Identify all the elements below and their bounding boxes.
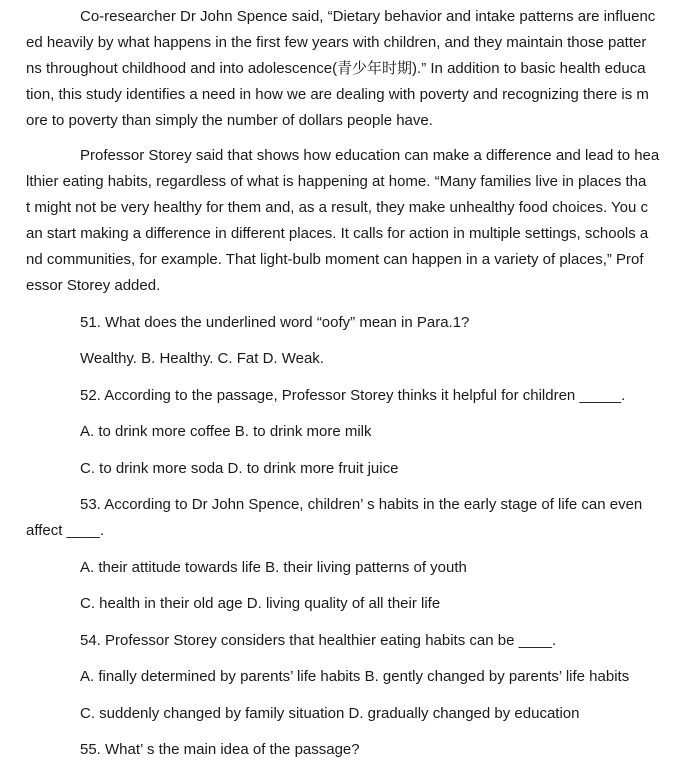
question-52: 52. According to the passage, Professor Storey thinks it helpful for children _____.: [80, 387, 626, 404]
question-51-options: Wealthy. B. Healthy. C. Fat D. Weak.: [80, 350, 324, 367]
para1-line-1: Co-researcher Dr John Spence said, “Dietary behavior and intake patterns are influenc: [80, 8, 656, 25]
question-53-options-cd: C. health in their old age D. living quality of all their life: [80, 595, 441, 612]
para1-line-5: ore to poverty than simply the number of dollars people have.: [26, 112, 433, 129]
para1-line-2: ed heavily by what happens in the first few years with children, and they maintain those patter: [26, 34, 647, 51]
para2-line-3: t might not be very healthy for them and, as a result, they make unhealthy food choices. You c: [26, 199, 649, 216]
question-53-options-ab: A. their attitude towards life B. their living patterns of youth: [80, 559, 467, 576]
para2-line-1: Professor Storey said that shows how education can make a difference and lead to hea: [80, 147, 660, 164]
question-52-options-ab: A. to drink more coffee B. to drink more milk: [80, 423, 372, 440]
para2-line-6: essor Storey added.: [26, 277, 161, 294]
question-54-options-cd: C. suddenly changed by family situation D. gradually changed by education: [80, 705, 580, 722]
question-53: 53. According to Dr John Spence, children’ s habits in the early stage of life can even: [80, 496, 643, 513]
question-53-continuation: affect ____.: [26, 522, 105, 539]
question-54-options-ab: A. finally determined by parents’ life habits B. gently changed by parents’ life habits: [80, 668, 630, 685]
question-52-options-cd: C. to drink more soda D. to drink more fruit juice: [80, 460, 399, 477]
para1-line-4: tion, this study identifies a need in how we are dealing with poverty and recognizing there is m: [26, 86, 649, 103]
para2-line-5: nd communities, for example. That light-bulb moment can happen in a variety of places,” Prof: [26, 251, 644, 268]
question-54: 54. Professor Storey considers that healthier eating habits can be ____.: [80, 632, 557, 649]
question-51: 51. What does the underlined word “oofy” mean in Para.1?: [80, 314, 470, 331]
para2-line-2: lthier eating habits, regardless of what is happening at home. “Many families live in places tha: [26, 173, 647, 190]
para1-line-3: ns throughout childhood and into adolescence(青少年时期).” In addition to basic health educa: [26, 60, 646, 77]
question-55: 55. What’ s the main idea of the passage?: [80, 741, 360, 758]
para2-line-4: an start making a difference in different places. It calls for action in multiple settings, schools a: [26, 225, 649, 242]
